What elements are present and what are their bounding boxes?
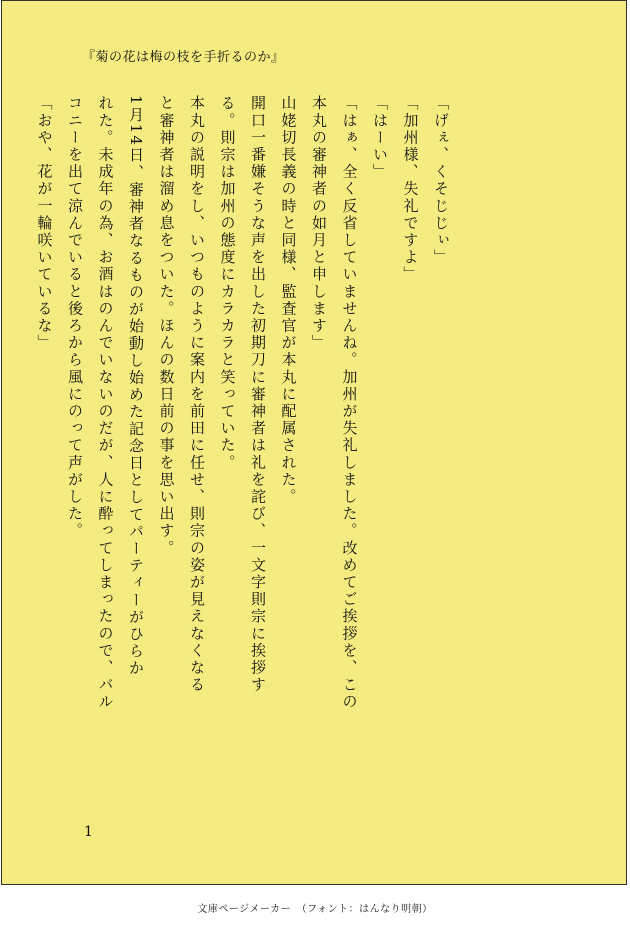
text-line: 本丸の説明をし、いつものように案内を前田に任せ、則宗の姿が見えなくなる	[188, 95, 206, 694]
text-line: と審神者は溜め息をついた。ほんの数日前の事を思い出す。	[157, 95, 176, 557]
text-line: 開口一番嫌そうな声を出した初期刀に審神者は礼を詫び、一文字則宗に挨拶す	[249, 95, 267, 694]
text-line: 山姥切長義の時と同様、監査官が本丸に配属された。	[279, 95, 298, 506]
story-title: 『菊の花は梅の枝を手折るのか』	[82, 50, 285, 65]
dialogue-line: 「はーい」	[371, 95, 389, 181]
footer-credit: 文庫ページメーカー （フォント：はんなり明朝）	[197, 904, 433, 915]
text-line: 1月14日、審神者なるものが始動し始めた記念日としてパーティーがひらか	[127, 95, 145, 678]
text-line: れた。未成年の為、お酒はのんでいないのだが、人に酔ってしまったので、バル	[96, 95, 115, 711]
manuscript-page	[1, 0, 627, 885]
text-line: 「おや、花が一輪咲いているな」	[35, 95, 54, 352]
text-line: る。則宗は加州の態度にカラカラと笑っていた。	[218, 95, 237, 472]
dialogue-line: 「げぇ、くそじじぃ」	[432, 95, 450, 266]
page-number: 1	[84, 824, 93, 840]
text-line: 「はぁ、全く反省していませんね。加州が失礼しました。改めてご挨拶を、この	[340, 95, 359, 711]
vertical-body-text	[29, 95, 456, 711]
text-line: コニーを出て涼んでいると後ろから風にのって声がした。	[66, 95, 84, 540]
dialogue-line: 「加州様、失礼ですよ」	[401, 95, 420, 284]
text-line: 本丸の審神者の如月と申します」	[310, 95, 328, 352]
